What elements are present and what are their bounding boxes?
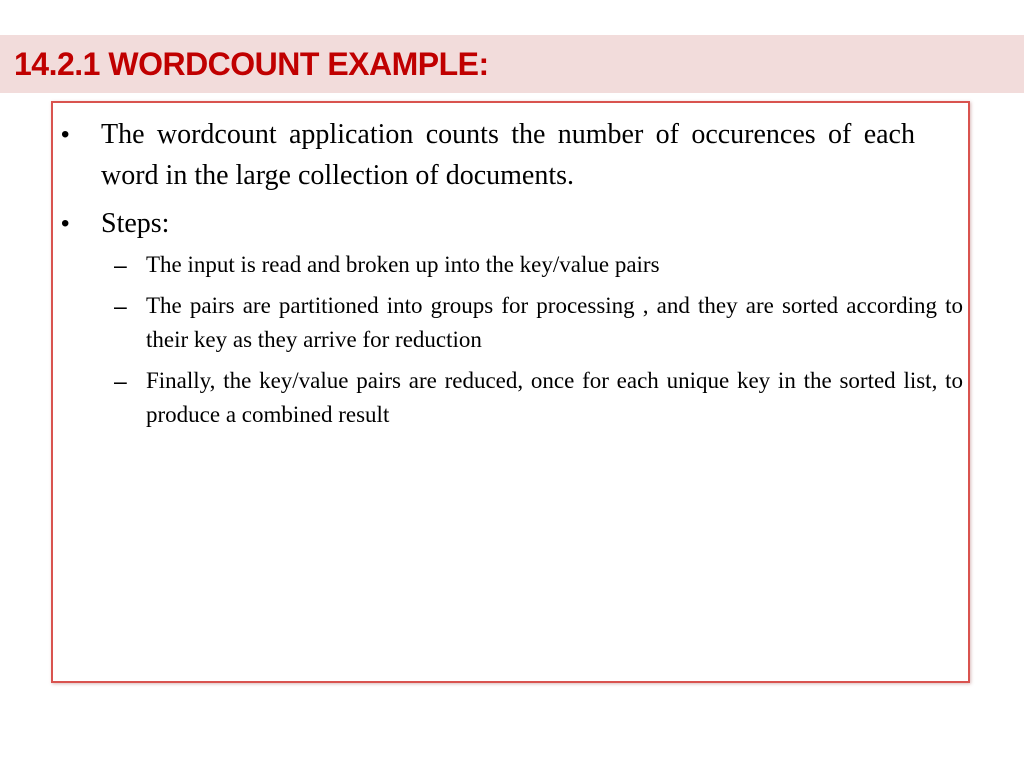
slide-title: 14.2.1 WORDCOUNT EXAMPLE:: [14, 46, 489, 82]
sub-bullet-marker: –: [114, 252, 127, 278]
sub-bullet-item: [114, 364, 963, 432]
bullet-marker: •: [61, 121, 70, 148]
sub-bullet-item: [114, 289, 963, 357]
sub-bullet-marker: –: [114, 293, 127, 319]
sub-bullet-text: Finally, the key/value pairs are reduced, once for each unique key in the sorted list, to produce a combined result: [146, 368, 963, 427]
bullet-text: The wordcount application counts the number of occurences of each word in the large collection of documents.: [101, 119, 915, 191]
sub-bullet-item: [114, 248, 963, 282]
bullet-marker: •: [61, 210, 70, 237]
sub-bullet-text: The pairs are partitioned into groups for processing , and they are sorted according to their key as they arrive for reduction: [146, 293, 963, 352]
bullet-item: [61, 203, 915, 244]
content-box: [51, 101, 970, 683]
bullet-item: [61, 114, 915, 196]
bullet-text: Steps:: [101, 208, 170, 239]
sub-bullet-marker: –: [114, 368, 127, 394]
sub-bullet-text: The input is read and broken up into the key/value pairs: [146, 252, 660, 277]
